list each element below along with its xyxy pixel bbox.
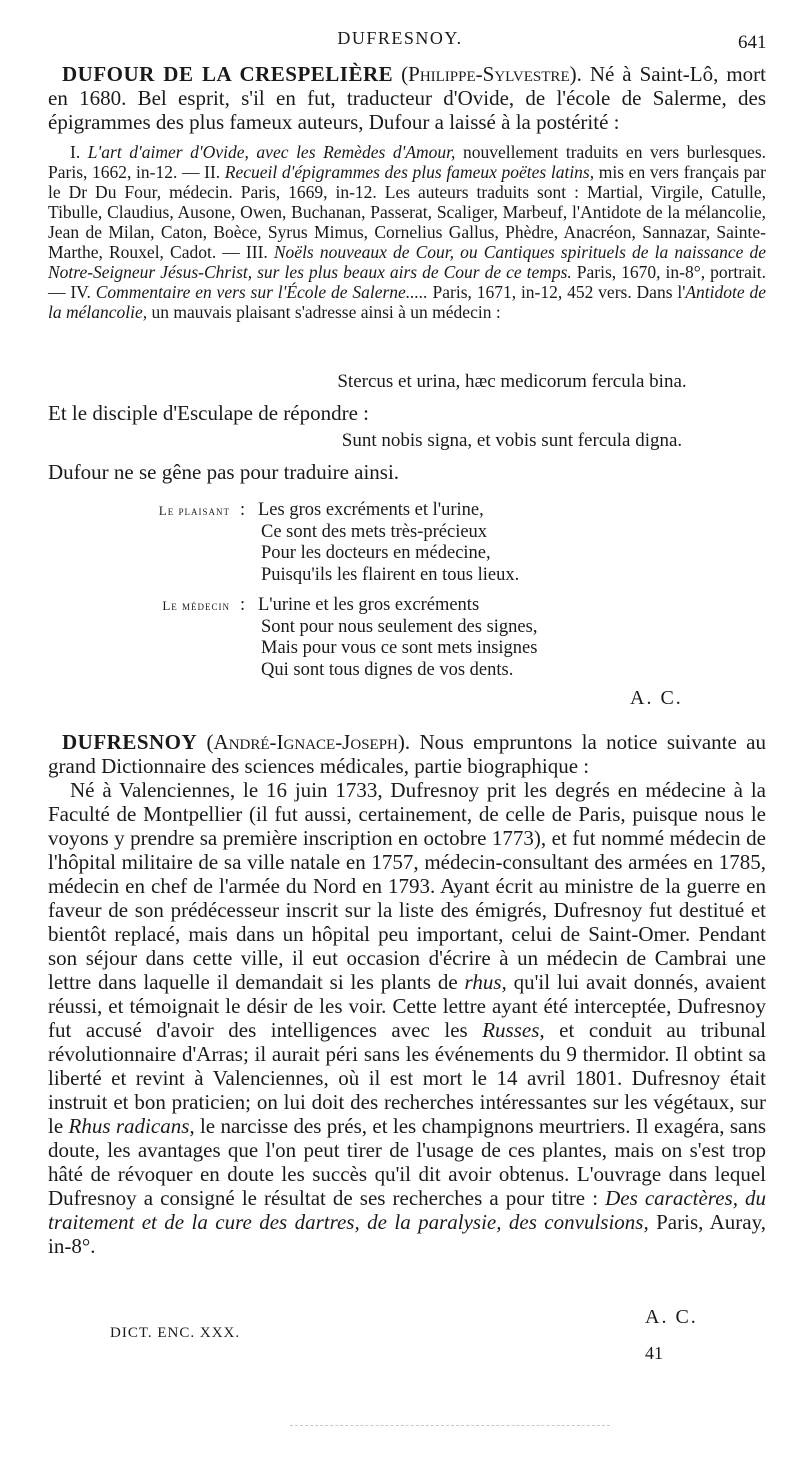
rhus-term: rhus,	[464, 970, 507, 994]
entry-dufour-headword: DUFOUR DE LA CRESPELIÈRE	[62, 62, 394, 86]
speaker-colon: :	[240, 500, 246, 520]
work-3-title: Noëls nouveaux de Cour, ou Cantiques spirituels de la naissance de Notre-Seigneur Jésus-Christ, sur les plus beaux airs de Cour de ce temps.	[48, 242, 766, 282]
entry-dufresnoy-body	[48, 778, 766, 1258]
running-head: DUFRESNOY.	[337, 28, 463, 48]
page-number: 641	[738, 32, 767, 53]
entry-dufour-signature: A. C.	[630, 687, 683, 709]
translate-intro: Dufour ne se gêne pas pour traduire ainsi.	[48, 460, 400, 484]
work-2-details: mis en vers français par le Dr Du Four, médecin. Paris, 1669, in-12. Les auteurs traduits sont : Martial, Virgile, Catulle, Tibulle, Claudius, Ausone, Owen, Buchanan, Passerat, Scaliger, Marbeuf, l'Antidote de la mélancolie, Jean de Milan, Caton, Boèce, Syrus Mimus, Cornelius Gallus, Phèdre, Anacréon, Sannazar, Sainte-Marthe, Rouxel, Cadot. — III.	[48, 162, 766, 262]
works-paragraph	[48, 142, 766, 322]
entry-dufresnoy-headword: DUFRESNOY	[62, 730, 198, 754]
entry-dufour-name: (Philippe-Sylvestre).	[401, 62, 582, 86]
verse-line: Puisqu'ils les flairent en tous lieux.	[261, 564, 520, 585]
medecin-verse-lines	[258, 595, 658, 681]
latin-quote-2: Sunt nobis signa, et vobis sunt fercula digna.	[341, 430, 683, 451]
body-text: qu'il lui avait donnés, avaient réussi, et témoignait le désir de les voir. Cette lettre ayant été interceptée, Dufresnoy fut accusé d'avoir des intelligences avec les	[48, 970, 766, 1042]
book-title: Des caractères, du traitement et de la cure des dartres, de la paralysie, des convulsions,	[48, 1186, 767, 1234]
verse-line: Pour les docteurs en médecine,	[261, 543, 491, 563]
russes-term: Russes,	[482, 1018, 545, 1042]
verse-line: Les gros excréments et l'urine,	[258, 500, 484, 520]
work-4-details: Paris, 1671, in-12, 452 vers. Dans l'	[427, 282, 686, 302]
verse-line: Qui sont tous dignes de vos dents.	[261, 659, 514, 680]
rhus-radicans-term: Rhus radicans,	[68, 1114, 195, 1138]
entry-dufour-intro-text: Né à Saint-Lô, mort en 1680. Bel esprit, s'il en fut, traducteur d'Ovide, de l'école de Salerme, des épigrammes des plus fameux auteurs, Dufour a laissé à la postérité :	[48, 62, 766, 134]
speaker-colon: :	[240, 595, 246, 615]
works-closing: un mauvais plaisant s'adresse ainsi à un médecin :	[147, 302, 501, 322]
work-1-details: nouvellement traduits en vers burlesques. Paris, 1662, in-12. — II.	[48, 142, 767, 182]
latin-quote-1: Stercus et urina, hæc medicorum fercula bina.	[337, 371, 687, 392]
speaker-medecin: Le médecin	[162, 598, 230, 613]
verse-line: Ce sont des mets très-précieux	[261, 521, 488, 542]
body-text: Né à Valenciennes, le 16 juin 1733, Dufresnoy prit les degrés en médecine à la Faculté de Montpellier (il fut aussi, certainement, de celle de Paris, puisque nous le voyons y prendre sa première inscription en octobre 1773), et fut nommé médecin de l'hôpital militaire de sa ville natale en 1757, médecin-consultant des armées en 1785, médecin en chef de l'armée du Nord en 1793. Ayant écrit au ministre de la guerre en faveur de son prédécesseur inscrit sur la liste des émigrés, Dufresnoy fut destitué et bientôt replacé, mais dans un hôpital peu important, celui de Saint-Omer. Pendant son séjour dans cette ville, il eut occasion d'écrire à un médecin de Cambrai une lettre dans laquelle il demandait si les plants de	[48, 778, 766, 994]
body-text: le narcisse des prés, et les champignons meurtriers. Il exagéra, sans doute, les avantages que l'on peut tirer de l'usage de ces plantes, mais on s'est trop hâté de révoquer en doute les succès qu'il dit avoir obtenus. L'ouvrage dans lequel Dufresnoy a consigné le résultat de ses recherches a pour titre :	[48, 1114, 767, 1210]
entry-dufour-intro	[48, 62, 766, 134]
bottom-rule	[290, 1425, 610, 1426]
entry-dufour-works	[48, 142, 766, 322]
signature-mark: DICT. ENC. XXX.	[110, 1325, 241, 1341]
reply-intro: Et le disciple d'Esculape de répondre :	[48, 401, 369, 425]
entry-dufresnoy-intro-text: Nous empruntons la notice suivante au grand Dictionnaire des sciences médicales, partie biographique :	[48, 730, 767, 778]
verse-line: Sont pour nous seulement des signes,	[261, 616, 538, 637]
verse-line: L'urine et les gros excréments	[258, 595, 480, 615]
entry-dufresnoy-intro	[48, 730, 766, 778]
work-4-title: Commentaire en vers sur l'École de Salerne.....	[95, 282, 428, 302]
antidote-title: Antidote de la mélancolie,	[48, 282, 767, 322]
verse-line: Mais pour vous ce sont mets insignes	[261, 638, 538, 658]
entry-dufour-paragraph	[48, 62, 766, 134]
body-text: et conduit au tribunal révolutionnaire d'Arras; il aurait péri sans les événements du 9 thermidor. Il obtint sa liberté et revint à Valenciennes, où il est mort le 14 avril 1801. Dufresnoy était instruit et bon praticien; on lui doit des recherches intéressantes sur les végétaux, sur le	[48, 1018, 766, 1138]
work-2-title: Recueil d'épigrammes des plus fameux poëtes latins,	[224, 162, 595, 182]
plaisant-verse-lines	[258, 500, 658, 586]
entry-dufresnoy-signature: A. C.	[645, 1306, 698, 1328]
work-3-details: Paris, 1670, in-8°, portrait. — IV.	[48, 262, 766, 302]
body-text: Paris, Auray, in-8°.	[48, 1210, 766, 1258]
speaker-plaisant: Le plaisant	[158, 503, 230, 518]
entry-dufresnoy-name: (André-Ignace-Joseph).	[206, 730, 411, 754]
entry-dufresnoy	[48, 730, 766, 1258]
work-1-number: I.	[70, 142, 88, 162]
work-1-title: L'art d'aimer d'Ovide, avec les Remèdes d'Amour,	[87, 142, 456, 162]
sheet-number: 41	[645, 1343, 663, 1363]
